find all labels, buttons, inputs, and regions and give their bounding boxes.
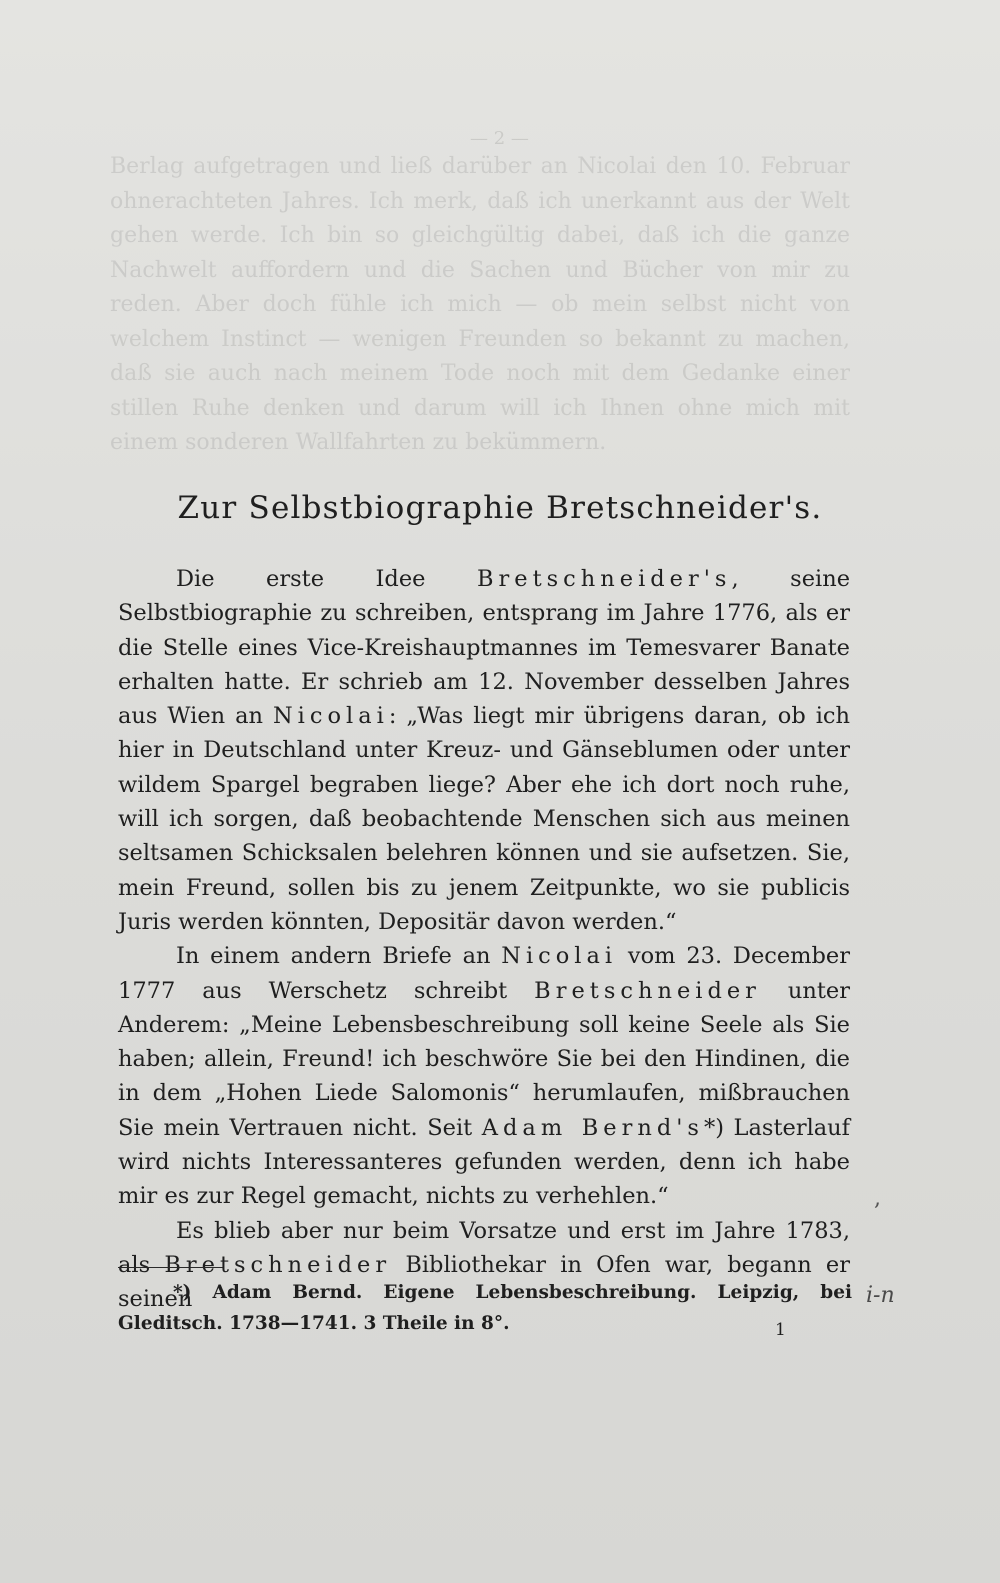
spaced-name: Bretschneider's — [476, 566, 732, 592]
spaced-name: Bretschneider — [164, 1251, 392, 1278]
text-run: , seine Selbstbiographie zu schreiben, entsprang im Jahre 1776, als er die Stelle eines Vice-Kreishauptmannes im Temesvarer Banate erhalten hatte. Er schrieb am 12. November desselben Jahres aus Wien an — [118, 566, 851, 730]
text-run: unter Anderem: „Meine Lebensbeschreibung soll keine Seele als Sie haben; allein, Freund! ich beschwöre Sie bei den Hindinen, die in dem „Hohen Liede Salomonis“ herumlaufen, mißbrauchen Sie mein Vertrauen nicht. Seit — [118, 977, 851, 1141]
page-title: Zur Selbstbiographie Bretschneider's. — [177, 490, 823, 526]
margin-comma: , — [874, 1186, 881, 1211]
text-run: : „Was liegt mir übrigens daran, ob ich hier in Deutschland unter Kreuz- und Gänseblumen oder unter wildem Spargel begraben liege? Aber ehe ich dort noch ruhe, will ich sorgen, daß beobachtende Menschen sich aus meinen seltsamen Schicksalen belehren können und sie aufsetzen. Sie, mein Freund, sollen bis zu jenem Zeitpunkte, wo sie publicis Juris werden könnten, Depositär davon werden.“ — [118, 703, 850, 935]
text-run: vom 23. December 1777 aus Werschetz schreibt — [118, 943, 850, 1004]
spaced-name: Nicolai — [501, 943, 618, 970]
text-run: Bibliothekar in Ofen war, begann er seinen — [118, 1251, 850, 1313]
bleed-through-header: — 2 — — [470, 128, 529, 149]
text-run: Es blieb aber nur beim Vorsatze und erst im Jahre 1783, als — [118, 1217, 850, 1278]
footnote: *) Adam Bernd. Eigene Lebensbeschreibung. Leipzig, bei Gleditsch. 1738—1741. 3 Theile in 8°. — [118, 1282, 852, 1334]
footnote-rule — [118, 1267, 223, 1268]
margin-annotation: i-n — [866, 1283, 895, 1308]
spaced-name: Nicolai — [272, 703, 389, 730]
body-text — [118, 562, 850, 1317]
paragraph-2 — [118, 939, 850, 1213]
spaced-name: Bretschneider — [534, 977, 761, 1004]
paragraph-1 — [118, 562, 850, 939]
text-run: Die erste Idee — [176, 566, 477, 592]
bleed-through-text: Berlag aufgetragen und ließ darüber an Nicolai den 10. Februar ohnerachteten Jahres. Ich merk, daß ich unerkannt aus der Welt gehen werde. Ich bin so gleichgültig dabei, daß ich die ganze Nachwelt auffordern und die Sachen und Bücher von mir zu reden. Aber doch fühle ich mich — ob mein selbst nicht von welchem Instinct — wenigen Freunden so bekannt zu machen, daß sie auch nach meinem Tode noch mit dem Gedanke einer stillen Ruhe denken und darum will ich Ihnen ohne mich mit einem sonderen Wallfahrten zu bekümmern. — [110, 154, 850, 455]
text-run: In einem andern Briefe an — [176, 943, 502, 970]
signature-mark: 1 — [775, 1320, 786, 1340]
text-run: *) Lasterlauf wird nichts Interessanteres gefunden werden, denn ich habe mir es zur Regel gemacht, nichts zu verhehlen.“ — [118, 1114, 850, 1210]
spaced-name: Adam Bernd's — [481, 1114, 704, 1141]
